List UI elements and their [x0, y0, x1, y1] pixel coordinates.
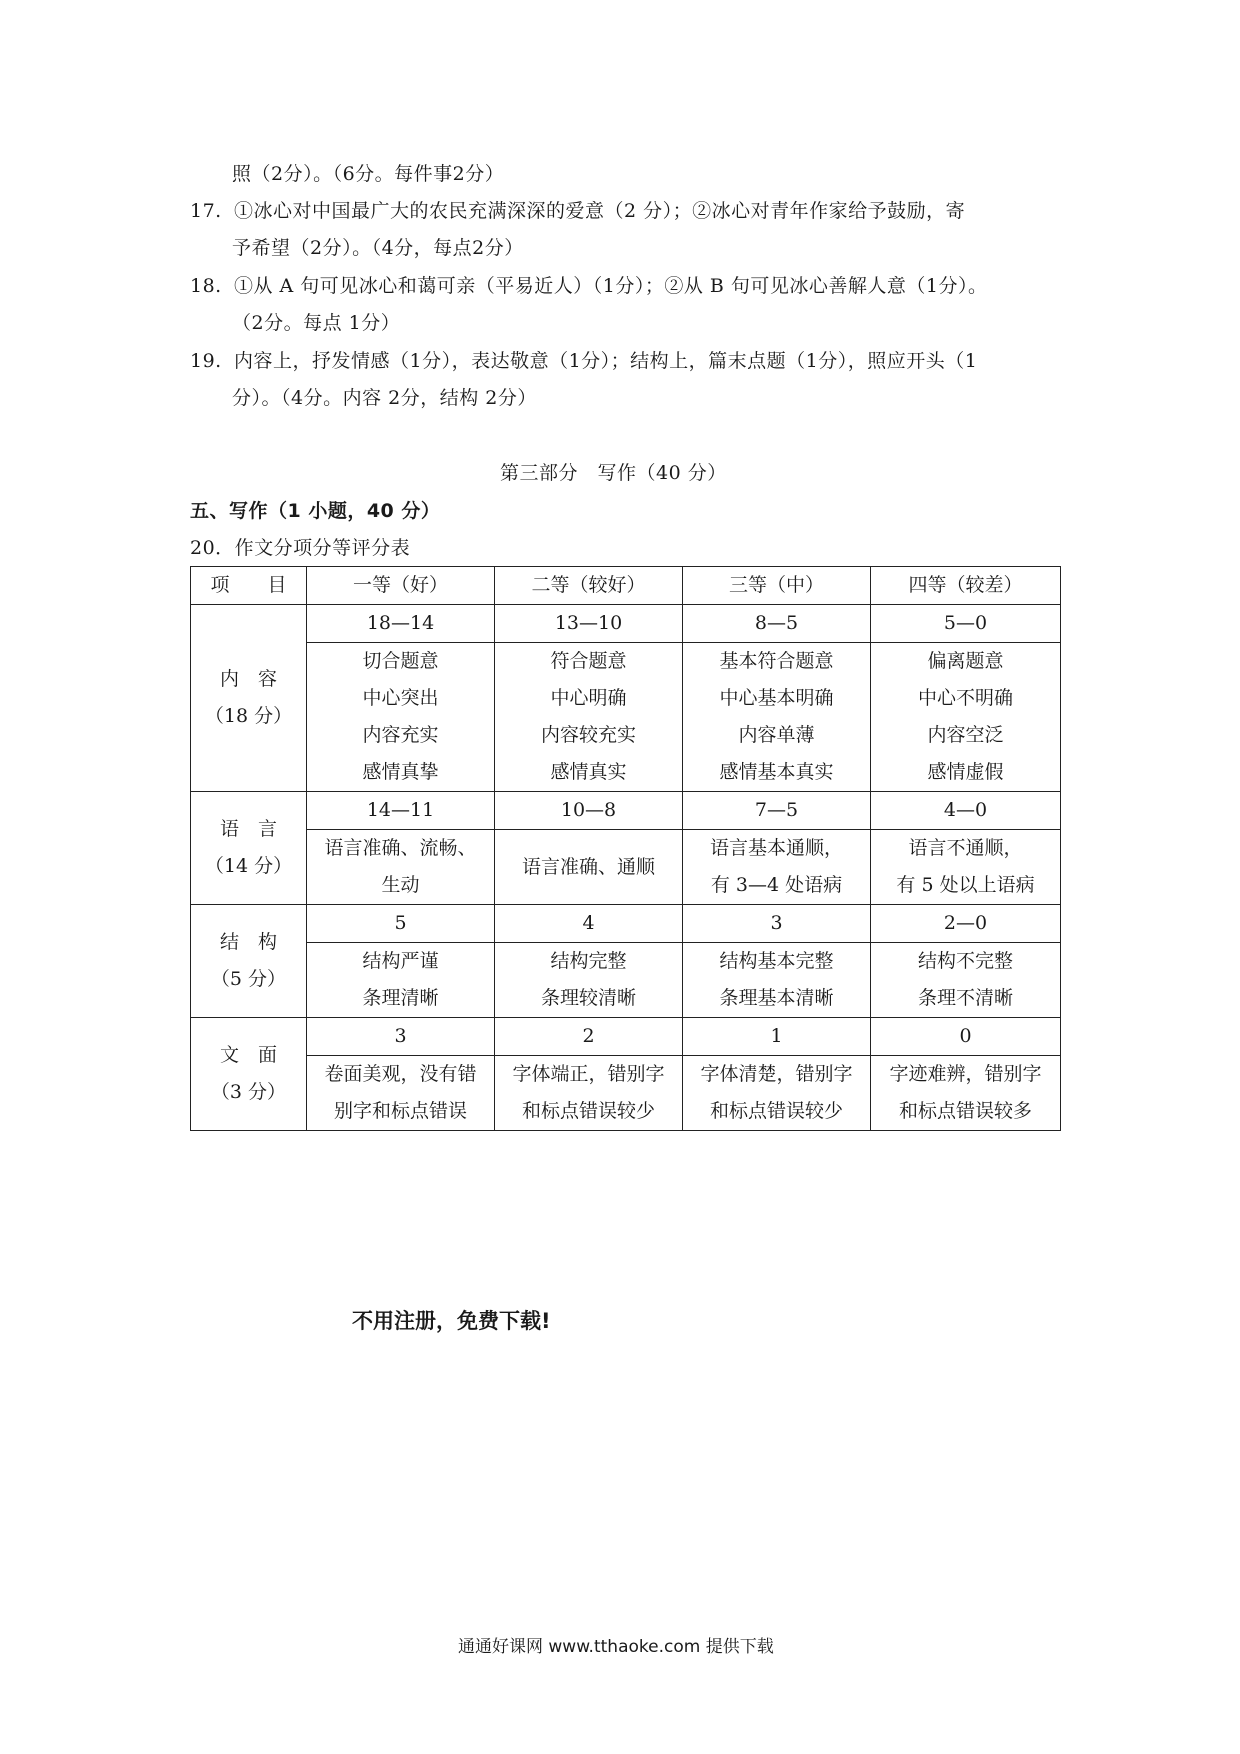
criteria-line: 生动	[381, 874, 420, 896]
criteria-line: 语言不通顺，	[908, 837, 1023, 859]
criteria-line: 中心不明确	[917, 687, 1013, 709]
criteria-line: 字迹难辨，错别字	[889, 1063, 1042, 1085]
score-cell: 0	[871, 1018, 1061, 1056]
criteria-cell	[683, 1056, 871, 1131]
score-cell: 3	[307, 1018, 495, 1056]
criteria-cell	[871, 643, 1061, 792]
score-cell: 5	[307, 905, 495, 943]
criteria-line: 和标点错误较少	[709, 1100, 843, 1122]
table-row	[191, 830, 1061, 905]
criteria-line: 和标点错误较少	[521, 1100, 655, 1122]
score-cell: 14—11	[307, 792, 495, 830]
criteria-line: 条理不清晰	[917, 987, 1013, 1009]
answer-number: 17.	[190, 200, 222, 222]
criteria-line: 中心基本明确	[719, 687, 834, 709]
table-row	[191, 1056, 1061, 1131]
part-title: 第三部分 写作（40 分）	[500, 462, 727, 484]
table-row	[191, 943, 1061, 1018]
criteria-line: 感情真挚	[362, 761, 439, 783]
row-label	[191, 792, 307, 905]
row-points: （14 分）	[204, 855, 293, 877]
criteria-cell	[495, 1056, 683, 1131]
row-points: （18 分）	[204, 705, 293, 727]
answer-line	[190, 349, 977, 373]
header-cell: 三等（中）	[683, 567, 871, 605]
criteria-line: 内容单薄	[738, 724, 815, 746]
score-cell: 1	[683, 1018, 871, 1056]
answer-line	[232, 311, 400, 335]
criteria-cell	[871, 1056, 1061, 1131]
criteria-line: 基本符合题意	[719, 650, 834, 672]
criteria-line: 语言基本通顺，	[709, 837, 843, 859]
criteria-line: 结构不完整	[917, 950, 1013, 972]
criteria-cell	[307, 830, 495, 905]
score-cell: 13—10	[495, 605, 683, 643]
answer-text: ①从 A 句可见冰心和蔼可亲（平易近人）（1分）；②从 B 句可见冰心善解人意（1分）。	[234, 275, 988, 297]
criteria-line: 语言准确、流畅、	[324, 837, 477, 859]
answer-line	[232, 236, 524, 260]
criteria-line: 字体清楚，错别字	[700, 1063, 853, 1085]
criteria-line: 和标点错误较多	[898, 1100, 1032, 1122]
site-footer: 通通好课网 www.tthaoke.com 提供下载	[458, 1637, 774, 1657]
criteria-line: 内容较充实	[540, 724, 636, 746]
row-item: 结 构	[219, 931, 277, 953]
criteria-line: 结构完整	[550, 950, 627, 972]
answer-text: ①冰心对中国最广大的农民充满深深的爱意（2 分）；②冰心对青年作家给予鼓励，寄	[234, 200, 966, 222]
promo-note: 不用注册，免费下载!	[352, 1309, 551, 1333]
criteria-cell	[683, 943, 871, 1018]
answer-text: 分）。（4分。内容 2分，结构 2分）	[232, 387, 537, 409]
criteria-cell	[871, 830, 1061, 905]
score-cell: 2—0	[871, 905, 1061, 943]
answer-line	[232, 162, 504, 186]
criteria-line: 符合题意	[550, 650, 627, 672]
row-points: （5 分）	[210, 968, 287, 990]
section-heading: 五、写作（1 小题，40 分）	[190, 500, 441, 522]
score-cell: 8—5	[683, 605, 871, 643]
header-cell: 二等（较好）	[495, 567, 683, 605]
table-caption: 20．作文分项分等评分表	[190, 537, 411, 559]
header-cell: 项 目	[191, 567, 307, 605]
header-cell: 一等（好）	[307, 567, 495, 605]
criteria-line: 条理基本清晰	[719, 987, 834, 1009]
row-label	[191, 605, 307, 792]
criteria-line: 切合题意	[362, 650, 439, 672]
criteria-line: 结构严谨	[362, 950, 439, 972]
criteria-cell	[683, 830, 871, 905]
answer-line	[190, 199, 965, 223]
criteria-line: 结构基本完整	[719, 950, 834, 972]
row-points: （3 分）	[210, 1081, 287, 1103]
score-cell: 18—14	[307, 605, 495, 643]
criteria-line: 卷面美观，没有错	[324, 1063, 477, 1085]
answer-text: （2分。每点 1分）	[232, 312, 401, 334]
answer-number: 18.	[190, 275, 222, 297]
table-row	[191, 605, 1061, 643]
answer-text: 照（2分）。（6分。每件事2分）	[232, 163, 505, 185]
criteria-line: 条理较清晰	[540, 987, 636, 1009]
score-cell: 4—0	[871, 792, 1061, 830]
row-label	[191, 905, 307, 1018]
answer-number: 19.	[190, 350, 222, 372]
criteria-cell	[307, 943, 495, 1018]
criteria-line: 条理清晰	[362, 987, 439, 1009]
score-cell: 4	[495, 905, 683, 943]
header-cell: 四等（较差）	[871, 567, 1061, 605]
criteria-line: 内容空泛	[927, 724, 1004, 746]
answer-line	[190, 274, 988, 298]
criteria-cell	[683, 643, 871, 792]
criteria-line: 别字和标点错误	[333, 1100, 467, 1122]
criteria-cell	[307, 1056, 495, 1131]
criteria-cell	[495, 643, 683, 792]
row-item: 语 言	[219, 818, 277, 840]
table-header-row	[191, 567, 1061, 605]
criteria-line: 感情真实	[550, 761, 627, 783]
table-row	[191, 905, 1061, 943]
table-row	[191, 792, 1061, 830]
criteria-line: 感情虚假	[927, 761, 1004, 783]
table-row	[191, 643, 1061, 792]
criteria-line: 有 5 处以上语病	[896, 874, 1035, 896]
criteria-cell	[871, 943, 1061, 1018]
rubric-table	[190, 566, 1061, 1131]
answer-line	[232, 386, 537, 410]
criteria-cell	[495, 943, 683, 1018]
criteria-line: 字体端正，错别字	[512, 1063, 665, 1085]
criteria-line: 中心明确	[550, 687, 627, 709]
criteria-line: 语言准确、通顺	[521, 855, 655, 878]
answer-text: 内容上，抒发情感（1分），表达敬意（1分）；结构上，篇末点题（1分），照应开头（1	[234, 350, 978, 372]
row-item: 文 面	[219, 1044, 277, 1066]
score-cell: 2	[495, 1018, 683, 1056]
table-row	[191, 1018, 1061, 1056]
score-cell: 7—5	[683, 792, 871, 830]
criteria-line: 有 3—4 处语病	[710, 874, 843, 896]
criteria-line: 内容充实	[362, 724, 439, 746]
score-cell: 10—8	[495, 792, 683, 830]
criteria-line: 中心突出	[362, 687, 439, 709]
row-item: 内 容	[219, 668, 277, 690]
criteria-line: 感情基本真实	[719, 761, 834, 783]
score-cell: 3	[683, 905, 871, 943]
score-cell: 5—0	[871, 605, 1061, 643]
criteria-cell	[495, 830, 683, 905]
criteria-cell	[307, 643, 495, 792]
row-label	[191, 1018, 307, 1131]
criteria-line: 偏离题意	[927, 650, 1004, 672]
answer-text: 予希望（2分）。（4分，每点2分）	[232, 237, 524, 259]
